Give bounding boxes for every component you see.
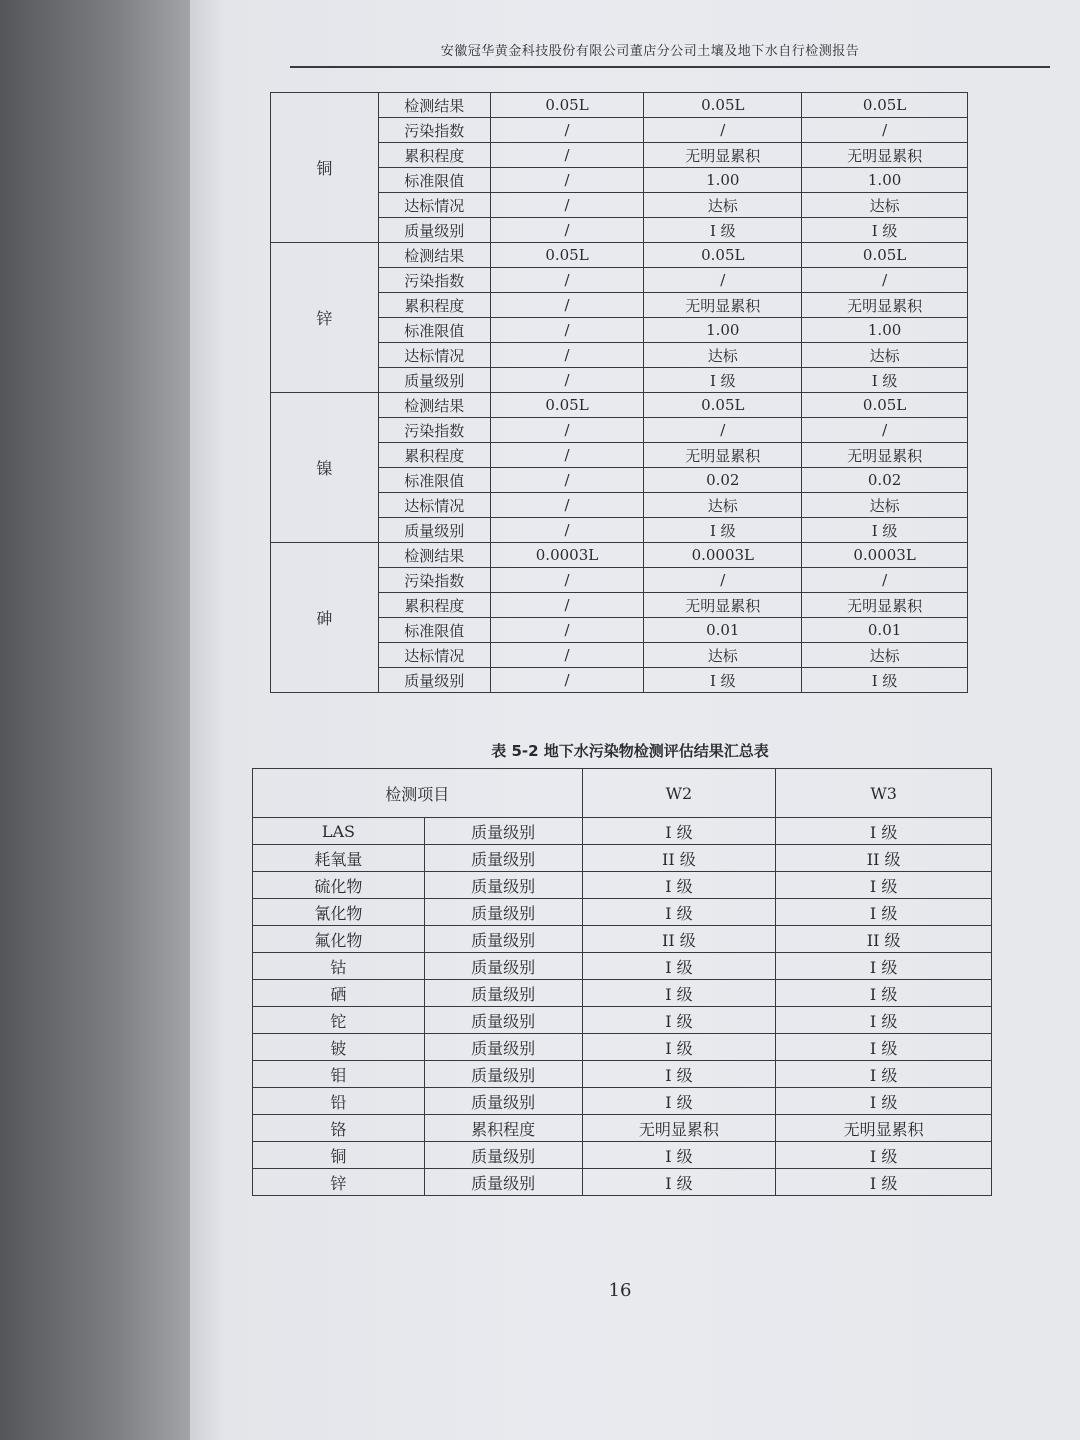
value-cell-c2: 1.00	[644, 168, 802, 193]
value-cell-w2: I 级	[582, 1061, 776, 1088]
value-cell-c1: 0.05L	[490, 393, 644, 418]
metric-cell: 质量级别	[424, 1169, 582, 1196]
value-cell-c3: 0.0003L	[802, 543, 968, 568]
value-cell-w3: I 级	[776, 818, 992, 845]
element-name-cell: 铜	[271, 93, 379, 243]
value-cell-c3: 达标	[802, 343, 968, 368]
metric-label-cell: 累积程度	[378, 593, 490, 618]
metric-label-cell: 污染指数	[378, 568, 490, 593]
value-cell-c2: 达标	[644, 493, 802, 518]
metric-label-cell: 达标情况	[378, 493, 490, 518]
element-name-cell: 锌	[271, 243, 379, 393]
value-cell-w3: I 级	[776, 1034, 992, 1061]
value-cell-c2: 0.01	[644, 618, 802, 643]
metric-label-cell: 达标情况	[378, 343, 490, 368]
metric-label-cell: 检测结果	[378, 393, 490, 418]
metric-label-cell: 达标情况	[378, 643, 490, 668]
value-cell-w2: I 级	[582, 872, 776, 899]
table-row	[271, 393, 968, 418]
value-cell-w2: I 级	[582, 953, 776, 980]
value-cell-w3: 无明显累积	[776, 1115, 992, 1142]
metric-cell: 质量级别	[424, 1142, 582, 1169]
table-row	[253, 1061, 992, 1088]
value-cell-c1: /	[490, 593, 644, 618]
value-cell-c3: /	[802, 118, 968, 143]
value-cell-c1: 0.05L	[490, 243, 644, 268]
value-cell-c2: 0.02	[644, 468, 802, 493]
value-cell-w2: II 级	[582, 845, 776, 872]
soil-results-table	[270, 92, 968, 693]
value-cell-c1: /	[490, 343, 644, 368]
value-cell-c3: 达标	[802, 493, 968, 518]
metric-label-cell: 检测结果	[378, 243, 490, 268]
value-cell-c3: I 级	[802, 368, 968, 393]
value-cell-c3: 达标	[802, 643, 968, 668]
page-binding-edge	[0, 0, 190, 1440]
value-cell-w2: I 级	[582, 818, 776, 845]
metric-cell: 累积程度	[424, 1115, 582, 1142]
header-w3: W3	[776, 769, 992, 818]
value-cell-c2: 达标	[644, 343, 802, 368]
value-cell-c3: 1.00	[802, 318, 968, 343]
pollutant-name-cell: 铬	[253, 1115, 425, 1142]
value-cell-c3: 0.02	[802, 468, 968, 493]
pollutant-name-cell: 铅	[253, 1088, 425, 1115]
pollutant-name-cell: 耗氧量	[253, 845, 425, 872]
metric-cell: 质量级别	[424, 980, 582, 1007]
value-cell-c2: /	[644, 568, 802, 593]
metric-label-cell: 污染指数	[378, 268, 490, 293]
metric-label-cell: 累积程度	[378, 443, 490, 468]
value-cell-c1: /	[490, 118, 644, 143]
value-cell-c1: /	[490, 193, 644, 218]
soil-results-body	[271, 93, 968, 693]
value-cell-w3: I 级	[776, 1061, 992, 1088]
metric-label-cell: 标准限值	[378, 168, 490, 193]
value-cell-c1: /	[490, 318, 644, 343]
pollutant-name-cell: 铍	[253, 1034, 425, 1061]
value-cell-w3: I 级	[776, 1142, 992, 1169]
value-cell-c3: I 级	[802, 218, 968, 243]
metric-cell: 质量级别	[424, 818, 582, 845]
page-number: 16	[608, 1280, 632, 1301]
metric-label-cell: 质量级别	[378, 518, 490, 543]
value-cell-w3: II 级	[776, 845, 992, 872]
value-cell-w2: I 级	[582, 1034, 776, 1061]
pollutant-name-cell: 硫化物	[253, 872, 425, 899]
value-cell-c3: I 级	[802, 668, 968, 693]
value-cell-c1: /	[490, 168, 644, 193]
metric-label-cell: 检测结果	[378, 543, 490, 568]
table-5-2-caption: 表 5-2 地下水污染物检测评估结果汇总表	[491, 742, 769, 760]
table-header-row	[253, 769, 992, 818]
metric-label-cell: 质量级别	[378, 668, 490, 693]
header-w2: W2	[582, 769, 776, 818]
header-item: 检测项目	[253, 769, 583, 818]
metric-cell: 质量级别	[424, 1061, 582, 1088]
value-cell-w2: I 级	[582, 1088, 776, 1115]
metric-label-cell: 累积程度	[378, 293, 490, 318]
metric-cell: 质量级别	[424, 1007, 582, 1034]
value-cell-w3: I 级	[776, 1007, 992, 1034]
value-cell-w2: I 级	[582, 1007, 776, 1034]
value-cell-w2: I 级	[582, 899, 776, 926]
value-cell-c3: 0.01	[802, 618, 968, 643]
value-cell-c2: 无明显累积	[644, 443, 802, 468]
table-row	[271, 93, 968, 118]
value-cell-c1: /	[490, 418, 644, 443]
value-cell-c2: I 级	[644, 668, 802, 693]
value-cell-c2: I 级	[644, 368, 802, 393]
value-cell-c1: /	[490, 443, 644, 468]
value-cell-w3: I 级	[776, 899, 992, 926]
metric-cell: 质量级别	[424, 1034, 582, 1061]
metric-label-cell: 污染指数	[378, 418, 490, 443]
value-cell-c3: /	[802, 568, 968, 593]
pollutant-name-cell: 氟化物	[253, 926, 425, 953]
value-cell-c1: 0.0003L	[490, 543, 644, 568]
value-cell-w2: II 级	[582, 926, 776, 953]
value-cell-c3: 达标	[802, 193, 968, 218]
value-cell-w3: I 级	[776, 953, 992, 980]
value-cell-c1: /	[490, 218, 644, 243]
value-cell-c3: /	[802, 268, 968, 293]
value-cell-c3: 0.05L	[802, 393, 968, 418]
value-cell-c1: /	[490, 268, 644, 293]
value-cell-w2: I 级	[582, 1142, 776, 1169]
value-cell-c2: I 级	[644, 218, 802, 243]
value-cell-c3: 1.00	[802, 168, 968, 193]
value-cell-c3: 无明显累积	[802, 443, 968, 468]
metric-label-cell: 检测结果	[378, 93, 490, 118]
pollutant-name-cell: 钴	[253, 953, 425, 980]
element-name-cell: 镍	[271, 393, 379, 543]
value-cell-c2: 达标	[644, 643, 802, 668]
metric-cell: 质量级别	[424, 872, 582, 899]
value-cell-c2: 无明显累积	[644, 293, 802, 318]
pollutant-name-cell: 铜	[253, 1142, 425, 1169]
value-cell-w2: 无明显累积	[582, 1115, 776, 1142]
metric-cell: 质量级别	[424, 899, 582, 926]
table-row	[253, 1115, 992, 1142]
pollutant-name-cell: 铊	[253, 1007, 425, 1034]
table-row	[253, 872, 992, 899]
table-row	[253, 1088, 992, 1115]
value-cell-c3: 0.05L	[802, 243, 968, 268]
value-cell-c2: 0.05L	[644, 93, 802, 118]
table-row	[253, 818, 992, 845]
value-cell-c2: 无明显累积	[644, 143, 802, 168]
pollutant-name-cell: 硒	[253, 980, 425, 1007]
metric-label-cell: 达标情况	[378, 193, 490, 218]
value-cell-w3: I 级	[776, 872, 992, 899]
value-cell-w3: I 级	[776, 980, 992, 1007]
value-cell-w3: II 级	[776, 926, 992, 953]
value-cell-c2: /	[644, 268, 802, 293]
value-cell-c3: 0.05L	[802, 93, 968, 118]
metric-label-cell: 标准限值	[378, 468, 490, 493]
metric-label-cell: 累积程度	[378, 143, 490, 168]
value-cell-c1: 0.05L	[490, 93, 644, 118]
value-cell-c3: 无明显累积	[802, 593, 968, 618]
value-cell-c2: /	[644, 418, 802, 443]
table-row	[253, 980, 992, 1007]
value-cell-c1: /	[490, 143, 644, 168]
value-cell-c2: 0.0003L	[644, 543, 802, 568]
value-cell-c2: 0.05L	[644, 393, 802, 418]
value-cell-c2: I 级	[644, 518, 802, 543]
value-cell-c1: /	[490, 518, 644, 543]
metric-cell: 质量级别	[424, 953, 582, 980]
table-row	[253, 1169, 992, 1196]
element-name-cell: 砷	[271, 543, 379, 693]
pollutant-name-cell: 钼	[253, 1061, 425, 1088]
metric-cell: 质量级别	[424, 1088, 582, 1115]
table-row	[271, 543, 968, 568]
value-cell-w2: I 级	[582, 980, 776, 1007]
value-cell-c1: /	[490, 468, 644, 493]
value-cell-c2: 0.05L	[644, 243, 802, 268]
groundwater-summary-table	[252, 768, 992, 1196]
value-cell-c1: /	[490, 293, 644, 318]
value-cell-c2: 1.00	[644, 318, 802, 343]
value-cell-c1: /	[490, 568, 644, 593]
table-row	[253, 1007, 992, 1034]
table-row	[271, 243, 968, 268]
groundwater-summary-body	[253, 818, 992, 1196]
document-page	[190, 0, 1080, 1440]
metric-cell: 质量级别	[424, 926, 582, 953]
value-cell-c1: /	[490, 643, 644, 668]
table-row	[253, 899, 992, 926]
value-cell-c2: 无明显累积	[644, 593, 802, 618]
header-divider	[290, 66, 1050, 68]
value-cell-c1: /	[490, 368, 644, 393]
value-cell-c1: /	[490, 668, 644, 693]
value-cell-w3: I 级	[776, 1169, 992, 1196]
metric-label-cell: 标准限值	[378, 318, 490, 343]
report-header: 安徽冠华黄金科技股份有限公司董店分公司土壤及地下水自行检测报告	[440, 44, 860, 59]
value-cell-w2: I 级	[582, 1169, 776, 1196]
value-cell-c3: I 级	[802, 518, 968, 543]
table-row	[253, 926, 992, 953]
table-row	[253, 1034, 992, 1061]
metric-label-cell: 质量级别	[378, 368, 490, 393]
value-cell-c2: 达标	[644, 193, 802, 218]
value-cell-c2: /	[644, 118, 802, 143]
table-row	[253, 845, 992, 872]
pollutant-name-cell: 锌	[253, 1169, 425, 1196]
value-cell-c3: 无明显累积	[802, 293, 968, 318]
value-cell-w3: I 级	[776, 1088, 992, 1115]
metric-label-cell: 质量级别	[378, 218, 490, 243]
value-cell-c1: /	[490, 493, 644, 518]
metric-cell: 质量级别	[424, 845, 582, 872]
value-cell-c3: /	[802, 418, 968, 443]
value-cell-c3: 无明显累积	[802, 143, 968, 168]
metric-label-cell: 污染指数	[378, 118, 490, 143]
table-row	[253, 1142, 992, 1169]
value-cell-c1: /	[490, 618, 644, 643]
table-row	[253, 953, 992, 980]
pollutant-name-cell: 氰化物	[253, 899, 425, 926]
metric-label-cell: 标准限值	[378, 618, 490, 643]
pollutant-name-cell: LAS	[253, 818, 425, 845]
